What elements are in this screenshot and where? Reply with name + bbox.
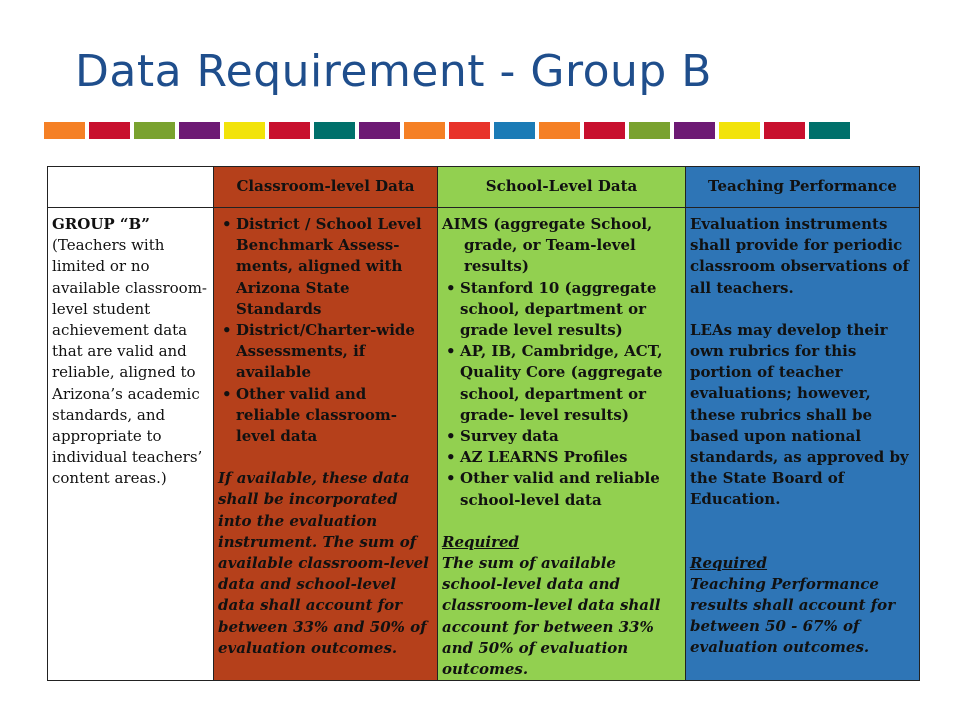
group-description: (Teachers with limited or no available classroom-level student achievement data that are valid and reliable, aligned to Arizona’s academic standards, and appropriate to individual teachers’ content areas.) [52,236,208,488]
classroom-data-cell [214,208,438,681]
color-bar-segment [44,122,85,139]
color-bar-segment [674,122,715,139]
color-bar-segment [269,122,310,139]
header-school-level-data: School-Level Data [438,167,686,208]
teaching-paragraph-1: Evaluation instruments shall provide for periodic classroom observations of all teachers. [690,215,909,297]
decorative-color-bar [44,122,850,139]
list-item: • Stanford 10 (aggregate school, department or grade level results) [446,278,657,340]
data-requirement-table [47,166,920,681]
color-bar-segment [584,122,625,139]
color-bar-segment [764,122,805,139]
color-bar-segment [809,122,850,139]
color-bar-segment [494,122,535,139]
list-item: • AZ LEARNS Profiles [446,448,628,467]
list-item: • Survey data [446,427,559,446]
school-intro: AIMS (aggregate School, grade, or Team-level results) [442,215,653,276]
color-bar-segment [224,122,265,139]
color-bar-segment [359,122,400,139]
list-item: • Other valid and reliable school-level data [446,469,660,509]
color-bar-segment [179,122,220,139]
header-empty-cell [48,167,214,208]
color-bar-segment [404,122,445,139]
list-item: • AP, IB, Cambridge, ACT, Quality Core (aggregate school, department or grade- level results) [446,342,663,424]
list-item: • District / School Level Benchmark Assess-ments, aligned with Arizona State Standards [222,215,422,318]
slide-title: Data Requirement - Group B [75,46,712,97]
header-classroom-level-data: Classroom-level Data [214,167,438,208]
list-item: • Other valid and reliable classroom-level data [222,384,397,446]
school-required-text: The sum of available school-level data and classroom-level data shall account for between 33% and 50% of evaluation outcomes. [442,554,661,679]
color-bar-segment [449,122,490,139]
teaching-performance-cell [686,208,920,681]
teaching-required-text: Teaching Performance results shall account for between 50 - 67% of evaluation outcomes. [690,574,896,657]
header-row [48,167,920,208]
header-teaching-performance: Teaching Performance [686,167,920,208]
school-data-cell [438,208,686,681]
color-bar-segment [719,122,760,139]
classroom-note: If available, these data shall be incorporated into the evaluation instrument. The sum of available classroom-level data and school-level data shall account for between 33% and 50% of evaluation outcomes. [218,469,429,657]
color-bar-segment [89,122,130,139]
color-bar-segment [629,122,670,139]
group-title: GROUP “B” [52,215,150,233]
group-b-cell [48,208,214,681]
color-bar-segment [539,122,580,139]
teaching-paragraph-2: LEAs may develop their own rubrics for this portion of teacher evaluations; however, these rubrics shall be based upon national standards, as approved by the State Board of Education. [690,320,909,509]
color-bar-segment [314,122,355,139]
group-b-row [48,208,920,681]
school-bullet-list [442,278,681,511]
list-item: • District/Charter-wide Assessments, if available [222,321,415,382]
school-required-label: Required [442,532,520,551]
color-bar-segment [134,122,175,139]
teaching-required-label: Required [690,553,768,572]
classroom-bullet-list [218,214,433,447]
